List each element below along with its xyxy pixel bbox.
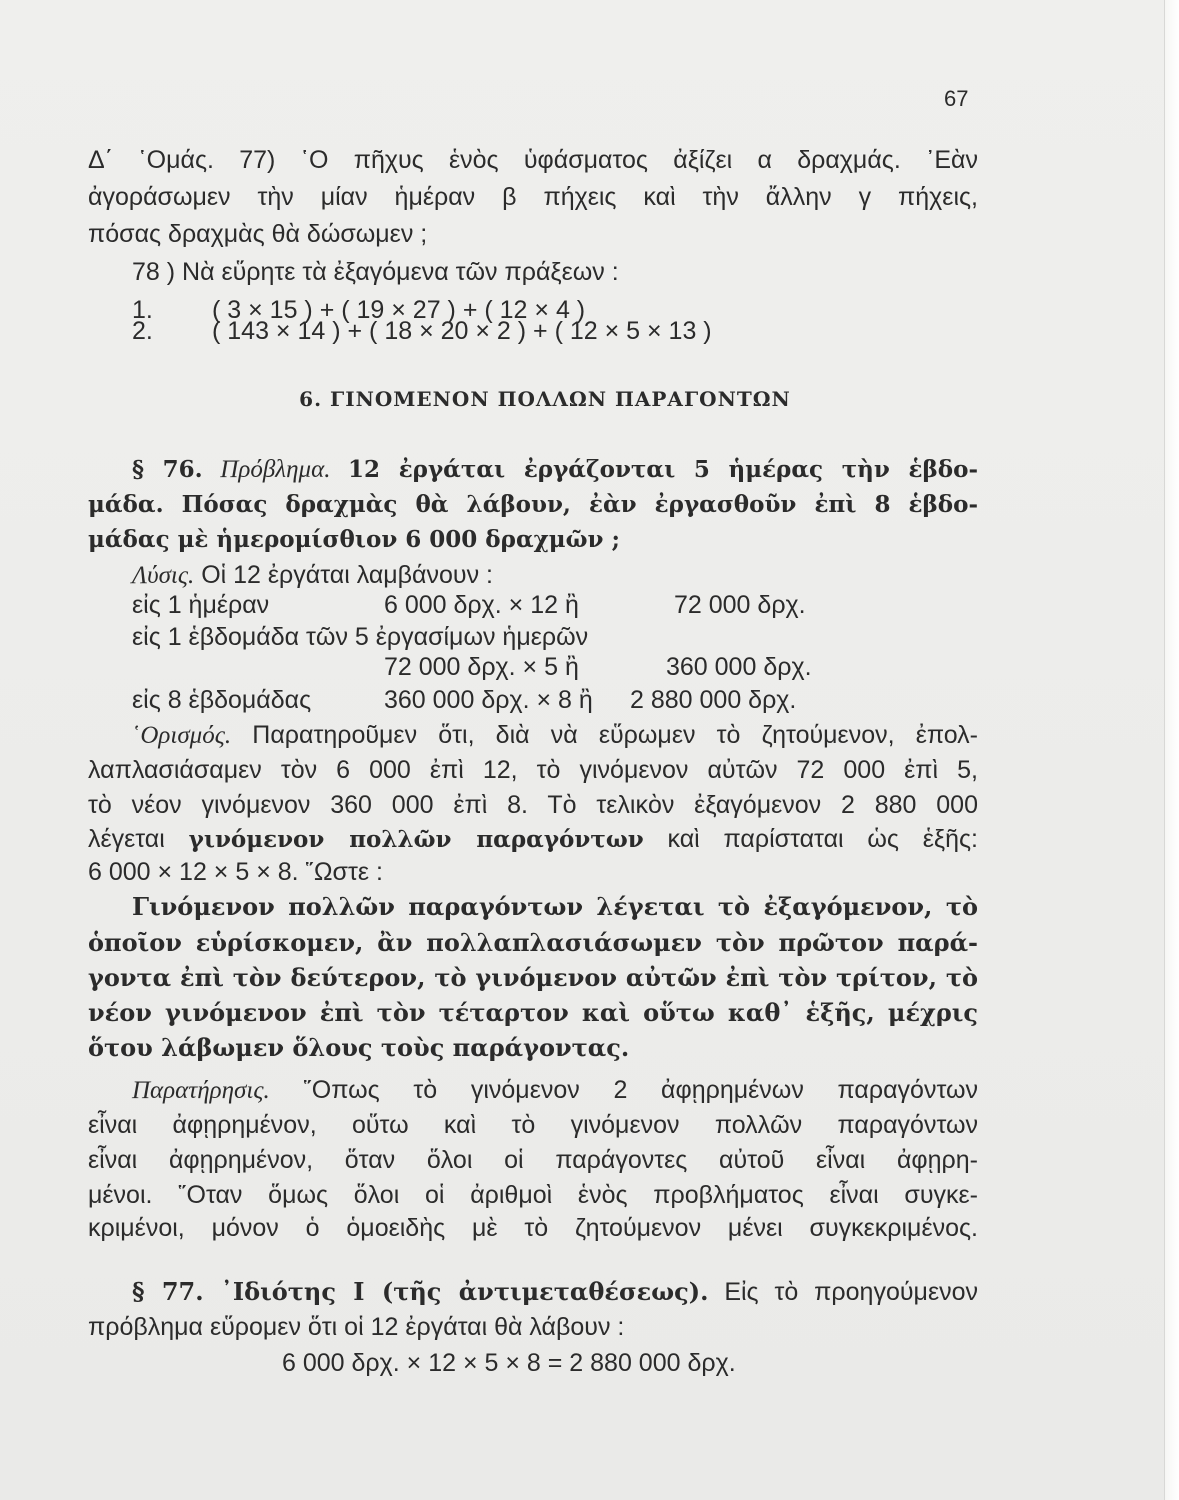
definition-line-3: τὸ νέον γινόμενον 360 000 ἐπὶ 8. Τὸ τελικὸν ἐξαγόμενον 2 880 000 [88,791,978,819]
problem-76-line-3: μάδας μὲ ἡμερομίσθιον 6 000 δραχμῶν ; [88,526,620,553]
remark-line-2: εἶναι ἀφῃρημένον, οὕτω καὶ τὸ γινόμενον πολλῶν παραγόντων [88,1111,978,1139]
exercise-77-line-3: πόσας δραχμὰς θὰ δώσωμεν ; [88,220,428,248]
exercise-77-line-2: ἀγοράσωμεν τὴν μίαν ἡμέραν β πήχεις καὶ τὴν ἄλλην γ πήχεις, [88,183,978,211]
definition-line-4: λέγεται γινόμενον πολλῶν παραγόντων καὶ παρίσταται ὡς ἑξῆς: [88,825,978,853]
problem-76-line-1: § 76. Πρόβλημα. 12 ἐργάται ἐργάζονται 5 ἡμέρας τὴν ἑβδο- [132,456,978,483]
page-edge [1164,0,1179,1500]
remark-line-1: Παρατήρησις. ῞Οπως τὸ γινόμενον 2 ἀφῃρημένων παραγόντων [132,1076,978,1104]
section-heading: 6. ΓΙΝΟΜΕΝΟΝ ΠΟΛΛΩΝ ΠΑΡΑΓΟΝΤΩΝ [299,387,791,411]
problem-76-line-2: μάδα. Πόσας δραχμὰς θὰ λάβουν, ἐὰν ἐργασθοῦν ἐπὶ 8 ἑβδο- [88,491,978,518]
solution-row-2: εἰς 1 ἑβδομάδα τῶν 5 ἐργασίμων ἡμερῶν [132,623,589,651]
solution-row-1: εἰς 1 ἡμέραν 6 000 δρχ. × 12 ἢ 72 000 δρχ. [132,591,806,619]
solution-row-3: εἰς 8 ἑβδομάδας 360 000 δρχ. × 8 ἢ 2 880 000 δρχ. [132,686,797,714]
exercise-78-line: 78 ) Νὰ εὕρητε τὰ ἐξαγόμενα τῶν πράξεων : [132,258,619,286]
solution-row-2-calc: 72 000 δρχ. × 5 ἢ 360 000 δρχ. [384,653,812,681]
rule-line-1: Γινόμενον πολλῶν παραγόντων λέγεται τὸ ἐξαγόμενον, τὸ [132,892,978,921]
property-77-line-1: § 77. ᾽Ιδιότης Ι (τῆς ἀντιμεταθέσεως). Εἰς τὸ προηγούμενον [132,1277,978,1306]
definition-line-5: 6 000 × 12 × 5 × 8. ῞Ωστε : [88,858,383,886]
rule-line-2: ὁποῖον εὑρίσκομεν, ἂν πολλαπλασιάσωμεν τὸν πρῶτον παρά- [88,928,978,957]
solution-intro: Λύσις. Οἱ 12 ἐργάται λαμβάνουν : [132,561,493,589]
exercise-78-item-1: 1. ( 3 × 15 ) + ( 19 × 27 ) + ( 12 × 4 ) [132,296,586,324]
remark-line-5: κριμένοι, μόνον ὁ ὁμοειδὴς μὲ τὸ ζητούμενον μένει συγκεκριμένος. [88,1214,978,1242]
exercise-78-item-2: 2. ( 143 × 14 ) + ( 18 × 20 × 2 ) + ( 12 × 5 × 13 ) [132,317,712,345]
definition-line-2: λαπλασιάσαμεν τὸν 6 000 ἐπὶ 12, τὸ γινόμενον αὐτῶν 72 000 ἐπὶ 5, [88,756,978,784]
remark-line-3: εἶναι ἀφῃρημένον, ὅταν ὅλοι οἱ παράγοντες αὐτοῦ εἶναι ἀφῃρη- [88,1146,978,1174]
definition-line-1: ῾Ορισμός. Παρατηροῦμεν ὅτι, διὰ νὰ εὕρωμεν τὸ ζητούμενον, ἐπολ- [132,721,978,749]
rule-line-3: γοντα ἐπὶ τὸν δεύτερον, τὸ γινόμενον αὐτῶν ἐπὶ τὸν τρίτον, τὸ [88,963,978,992]
page-number: 67 [944,86,969,111]
property-77-equation: 6 000 δρχ. × 12 × 5 × 8 = 2 880 000 δρχ. [282,1349,736,1377]
remark-line-4: μένοι. ῞Οταν ὅμως ὅλοι οἱ ἀριθμοὶ ἑνὸς προβλήματος εἶναι συγκε- [88,1181,978,1209]
rule-line-5: ὅτου λάβωμεν ὅλους τοὺς παράγοντας. [88,1033,630,1062]
rule-line-4: νέον γινόμενον ἐπὶ τὸν τέταρτον καὶ οὕτω καθ᾽ ἑξῆς, μέχρις [88,998,978,1027]
property-77-line-2: πρόβλημα εὕρομεν ὅτι οἱ 12 ἐργάται θὰ λάβουν : [88,1313,625,1341]
exercise-77-line-1: Δ΄ ῾Ομάς. 77) ῾Ο πῆχυς ἑνὸς ὑφάσματος ἀξίζει α δραχμάς. ᾽Εὰν [88,146,979,174]
